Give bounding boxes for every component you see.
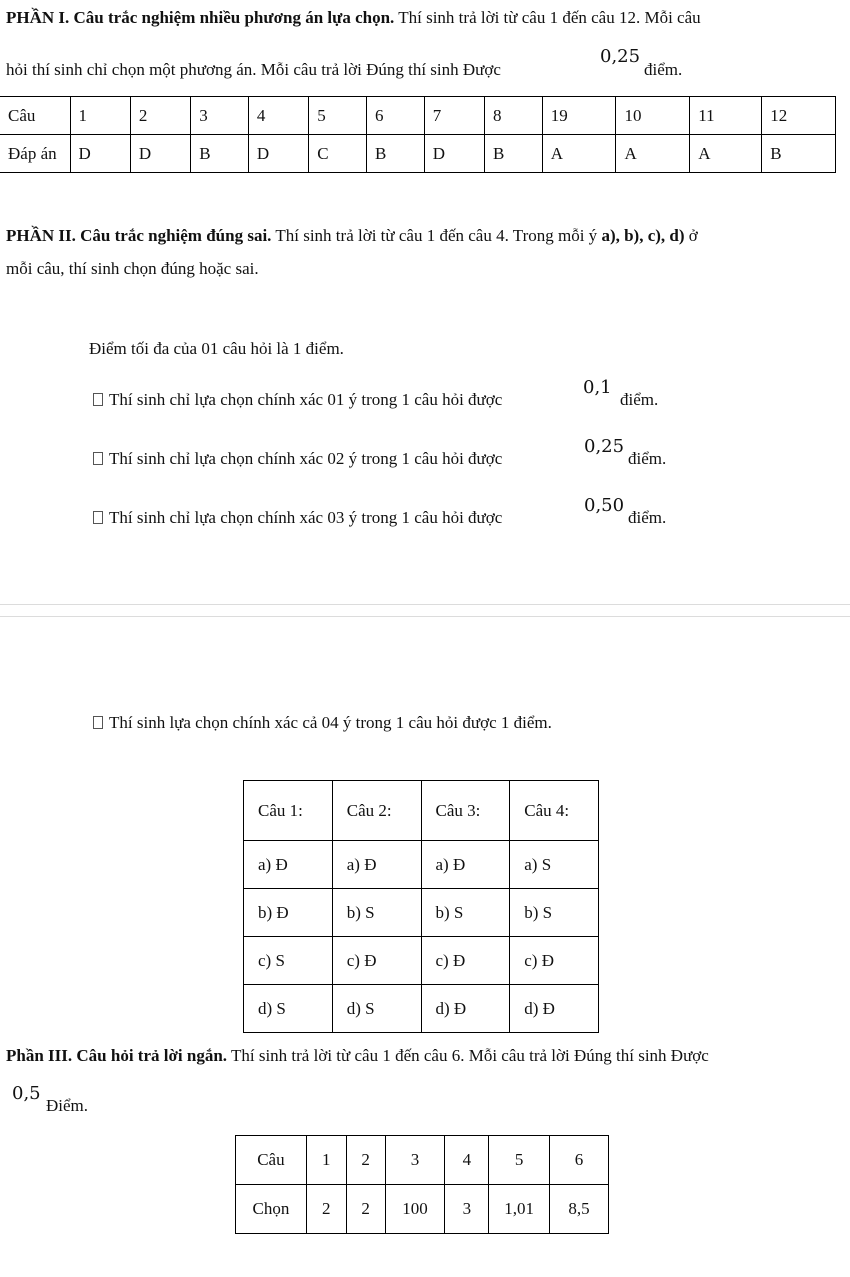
part3-question-cell: 2 (346, 1136, 385, 1185)
part2-rule2-unit: điểm. (628, 449, 667, 468)
checkbox-icon (93, 716, 103, 729)
part1-paragraph-line2 (6, 60, 501, 80)
part1-score: 0,25 (600, 46, 641, 67)
part3-text-a: Thí sinh trả lời từ câu 1 đến câu 6. Mỗi câu trả lời Đúng thí sinh Được (227, 1046, 709, 1065)
part1-answer-cell: B (366, 135, 424, 173)
part3-row2-label: Chọn (236, 1185, 307, 1234)
part1-question-row (0, 97, 836, 135)
part3-answer-cell: 100 (385, 1185, 445, 1234)
part2-rule3 (93, 508, 502, 528)
part2-rule2-score: 0,25 (584, 436, 625, 457)
part1-answer-cell: D (130, 135, 190, 173)
part1-paragraph-line1 (6, 8, 701, 28)
part1-answer-cell: D (424, 135, 484, 173)
part2-max-score: Điểm tối đa của 01 câu hỏi là 1 điểm. (89, 339, 344, 358)
part1-text-b: hỏi thí sinh chỉ chọn một phương án. Mỗi câu trả lời Đúng thí sinh Được (6, 60, 501, 79)
part3-row1-label: Câu (236, 1136, 307, 1185)
part3-answer-cell: 2 (346, 1185, 385, 1234)
part1-answer-cell: D (248, 135, 308, 173)
page-divider (0, 604, 850, 605)
part3-answer-cell: 3 (445, 1185, 489, 1234)
part2-rule4 (93, 713, 552, 733)
part1-answer-cell: A (690, 135, 762, 173)
part1-answer-row (0, 135, 836, 173)
part2-rule1-unit: điểm. (620, 390, 659, 409)
part1-question-cell: 2 (130, 97, 190, 135)
part2-cell: b) S (421, 889, 510, 937)
part2-rule1-text: Thí sinh chỉ lựa chọn chính xác 01 ý trong 1 câu hỏi được (109, 390, 503, 409)
part2-header-cell: Câu 3: (421, 781, 510, 841)
part1-question-cell: 4 (248, 97, 308, 135)
part3-question-cell: 6 (550, 1136, 609, 1185)
part2-text-b: mỗi câu, thí sinh chọn đúng hoặc sai. (6, 259, 259, 278)
part2-header-row (244, 781, 599, 841)
part2-paragraph-line1 (6, 226, 698, 246)
part1-answer-cell: B (762, 135, 836, 173)
part3-answer-cell: 2 (306, 1185, 346, 1234)
part2-cell: d) S (244, 985, 333, 1033)
part2-options: a), b), c), d) (601, 226, 685, 245)
page-divider (0, 616, 850, 617)
part1-question-cell: 19 (542, 97, 616, 135)
part2-rule1-score: 0,1 (583, 377, 612, 398)
part1-question-cell: 10 (616, 97, 690, 135)
checkbox-icon (93, 393, 103, 406)
part3-question-cell: 5 (489, 1136, 550, 1185)
part1-question-cell: 5 (309, 97, 367, 135)
part3-question-row (236, 1136, 609, 1185)
part2-cell: d) Đ (510, 985, 599, 1033)
table-row (244, 985, 599, 1033)
part1-question-cell: 11 (690, 97, 762, 135)
table-row (244, 937, 599, 985)
part2-cell: a) Đ (421, 841, 510, 889)
part3-score: 0,5 (12, 1083, 41, 1104)
part2-heading: PHẦN II. Câu trắc nghiệm đúng sai. (6, 226, 272, 245)
part3-unit: Điểm. (46, 1096, 89, 1115)
part3-paragraph-line1 (6, 1046, 709, 1066)
part1-answer-cell: D (70, 135, 130, 173)
part2-rule2 (93, 449, 502, 469)
part3-question-cell: 3 (385, 1136, 445, 1185)
checkbox-icon (93, 511, 103, 524)
part1-answer-table (0, 96, 836, 173)
part1-text-a: Thí sinh trả lời từ câu 1 đến câu 12. Mỗi câu (394, 8, 701, 27)
part1-question-cell: 1 (70, 97, 130, 135)
part2-cell: c) Đ (510, 937, 599, 985)
part1-row1-label: Câu (0, 97, 70, 135)
checkbox-icon (93, 452, 103, 465)
part2-cell: d) Đ (421, 985, 510, 1033)
part1-question-cell: 8 (485, 97, 543, 135)
part3-answer-cell: 1,01 (489, 1185, 550, 1234)
part2-cell: d) S (332, 985, 421, 1033)
part2-cell: c) Đ (421, 937, 510, 985)
part1-question-cell: 6 (366, 97, 424, 135)
part1-answer-cell: B (191, 135, 249, 173)
part2-cell: a) Đ (332, 841, 421, 889)
part3-answer-table (235, 1135, 609, 1234)
part2-rule2-text: Thí sinh chỉ lựa chọn chính xác 02 ý trong 1 câu hỏi được (109, 449, 503, 468)
part2-cell: b) Đ (244, 889, 333, 937)
part2-rule3-text: Thí sinh chỉ lựa chọn chính xác 03 ý trong 1 câu hỏi được (109, 508, 503, 527)
part2-text-a-end: ở (684, 226, 698, 245)
table-row (244, 841, 599, 889)
part3-answer-row (236, 1185, 609, 1234)
part1-heading: PHẦN I. Câu trắc nghiệm nhiều phương án lựa chọn. (6, 8, 395, 27)
part1-unit: điểm. (644, 60, 683, 79)
part2-text-a: Thí sinh trả lời từ câu 1 đến câu 4. Trong mỗi ý (271, 226, 602, 245)
part2-cell: a) Đ (244, 841, 333, 889)
part2-header-cell: Câu 2: (332, 781, 421, 841)
part2-cell: b) S (332, 889, 421, 937)
part3-question-cell: 1 (306, 1136, 346, 1185)
part3-answer-cell: 8,5 (550, 1185, 609, 1234)
part2-rule4-text: Thí sinh lựa chọn chính xác cả 04 ý trong 1 câu hỏi được 1 điểm. (109, 713, 552, 732)
part1-answer-cell: A (542, 135, 616, 173)
part2-header-cell: Câu 4: (510, 781, 599, 841)
part2-cell: b) S (510, 889, 599, 937)
part3-heading: Phần III. Câu hỏi trả lời ngắn. (6, 1046, 228, 1065)
part2-answer-table (243, 780, 599, 1033)
part2-rule3-score: 0,50 (584, 495, 625, 516)
part1-question-cell: 3 (191, 97, 249, 135)
part1-answer-cell: A (616, 135, 690, 173)
part2-cell: c) S (244, 937, 333, 985)
part2-cell: c) Đ (332, 937, 421, 985)
part1-answer-cell: C (309, 135, 367, 173)
part1-answer-cell: B (485, 135, 543, 173)
table-row (244, 889, 599, 937)
part2-header-cell: Câu 1: (244, 781, 333, 841)
part2-rule3-unit: điểm. (628, 508, 667, 527)
part2-rule1 (93, 390, 502, 410)
part2-cell: a) S (510, 841, 599, 889)
part1-question-cell: 7 (424, 97, 484, 135)
part1-row2-label: Đáp án (0, 135, 70, 173)
part1-question-cell: 12 (762, 97, 836, 135)
part3-question-cell: 4 (445, 1136, 489, 1185)
